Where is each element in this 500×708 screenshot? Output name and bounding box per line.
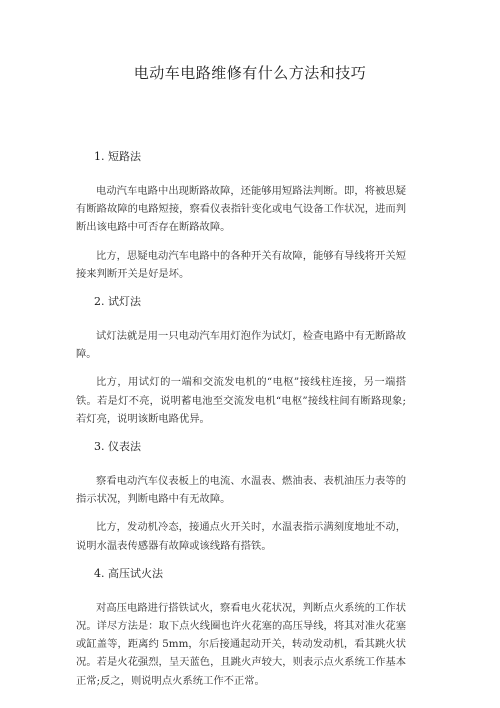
paragraph: 比方，思疑电动汽车电路中的各种开关有故障，能够有导线将开关短接来判断开关是好是坏。 [76, 249, 406, 280]
section-heading: 1. 短路法 [94, 150, 141, 163]
document-body [76, 148, 406, 700]
section-heading: 4. 高压试火法 [94, 566, 163, 580]
paragraph: 比方，用试灯的一端和交流发电机的“电枢”接线柱连接，另一端搭铁。若是灯不亮，说明蓄电池至交流发电机“电枢”接线柱间有断路现象;若灯亮，说明该断电路优异。 [76, 376, 406, 425]
section-instrument [76, 438, 406, 555]
paragraph: 比方，发动机冷态，接通点火开关时，水温表指示满刻度地址不动，说明水温表传感器有故障或该线路有搭铁。 [76, 521, 406, 552]
paragraph: 电动汽车电路中出现断路故障，还能够用短路法判断。即，将被思疑有断路故障的电路短接，察看仪表指针变化或电气设备工作状况，进而判断出该电路中可否存在断路故障。 [76, 185, 406, 234]
paragraph: 对高压电路进行搭铁试火，察看电火花状况，判断点火系统的工作状况。详尽方法是：取下点火线圈也许火花塞的高压导线，将其对准火花塞或缸盖等，距离约 5mm，尔后接通起动开关，转动发动机，看其跳火状况。若是火花强烈，呈天蓝色，且跳火声较大，则表示点火系统工作基本正常;反之，则说明点火系统工作不正常。 [76, 601, 406, 687]
section-high-voltage-spark [76, 565, 406, 690]
paragraph: 试灯法就是用一只电动汽车用灯泡作为试灯，检查电路中有无断路故障。 [76, 330, 406, 361]
section-short-circuit [76, 148, 406, 283]
paragraph: 察看电动汽车仪表板上的电流、水温表、燃油表、表机油压力表等的指示状况，判断电路中有无故障。 [76, 475, 406, 506]
section-heading: 3. 仪表法 [94, 440, 141, 454]
section-test-lamp [76, 293, 406, 428]
section-heading: 2. 试灯法 [94, 295, 141, 309]
document-title: 电动车电路维修有什么方法和技巧 [133, 64, 367, 82]
